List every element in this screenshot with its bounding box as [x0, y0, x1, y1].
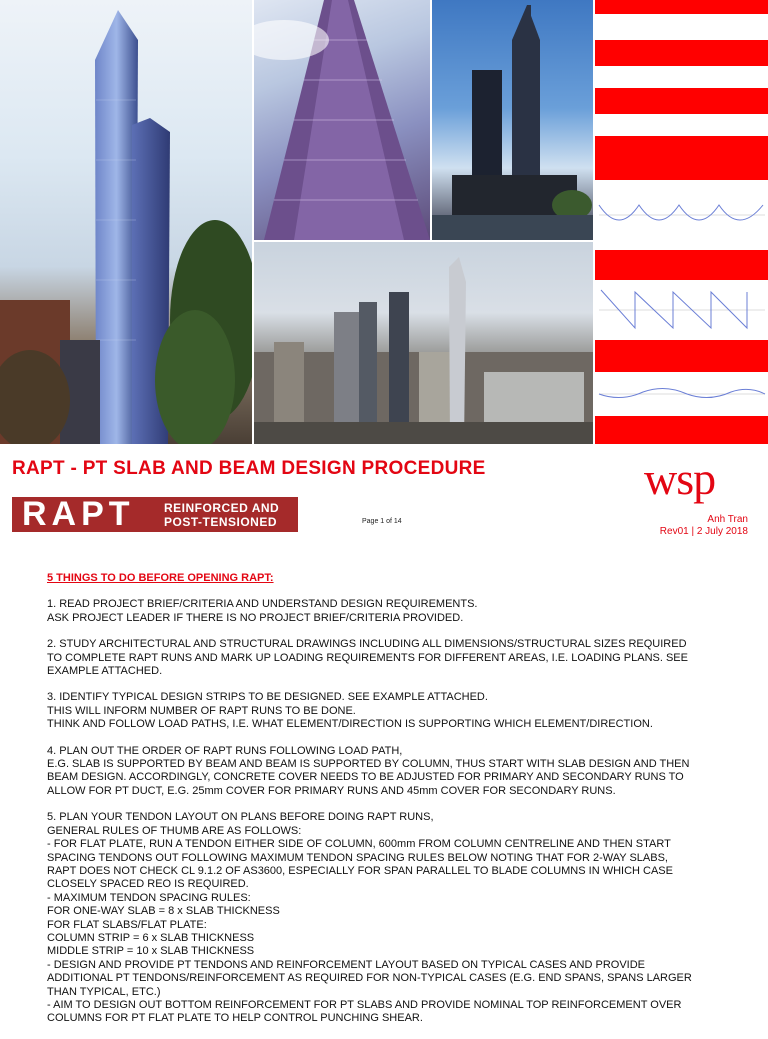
facade-illustration: [254, 0, 430, 240]
procedure-line: COLUMNS FOR PT FLAT PLATE TO HELP CONTROL PUNCHING SHEAR.: [47, 1012, 423, 1025]
procedure-line: - MAXIMUM TENDON SPACING RULES:: [47, 891, 251, 904]
procedure-line: 5. PLAN YOUR TENDON LAYOUT ON PLANS BEFORE DOING RAPT RUNS,: [47, 811, 434, 824]
procedure-line: RAPT DOES NOT CHECK CL 9.1.2 OF AS3600, ESPECIALLY FOR SPAN PARALLEL TO BLADE COLUMNS IN WHICH CASE: [47, 864, 673, 877]
procedure-line: TO COMPLETE RAPT RUNS AND MARK UP LOADING REQUIREMENTS FOR DIFFERENT AREAS, I.E. LOADING PLANS. SEE: [47, 651, 688, 664]
city-photo: [254, 242, 593, 444]
procedure-line: 1. READ PROJECT BRIEF/CRITERIA AND UNDERSTAND DESIGN REQUIREMENTS.: [47, 598, 478, 611]
moment-graph: [595, 280, 768, 340]
graph-strip: [595, 372, 768, 416]
procedure-line: ASK PROJECT LEADER IF THERE IS NO PROJECT BRIEF/CRITERIA PROVIDED.: [47, 611, 464, 624]
procedure-line: - FOR FLAT PLATE, RUN A TENDON EITHER SIDE OF COLUMN, 600mm FROM COLUMN CENTRELINE AND THEN START: [47, 838, 671, 851]
author-block: [660, 514, 748, 538]
cover-collage: [0, 0, 768, 444]
document-title: RAPT - PT SLAB AND BEAM DESIGN PROCEDURE: [12, 458, 486, 479]
procedure-line: MIDDLE STRIP = 10 x SLAB THICKNESS: [47, 945, 255, 958]
skyline-illustration: [432, 0, 593, 240]
procedure-line: 3. IDENTIFY TYPICAL DESIGN STRIPS TO BE DESIGNED. SEE EXAMPLE ATTACHED.: [47, 691, 488, 704]
tendon-profile-graph: [595, 180, 768, 250]
procedure-line: 4. PLAN OUT THE ORDER OF RAPT RUNS FOLLOWING LOAD PATH,: [47, 744, 403, 757]
procedure-step-4: [47, 745, 737, 799]
rapt-logo-sub-line1: REINFORCED AND: [164, 500, 280, 515]
tower-illustration: [0, 0, 252, 444]
rapt-logo-text: RAPT: [22, 495, 135, 533]
wsp-logo: [640, 458, 755, 506]
rapt-logo: [12, 497, 298, 532]
tower-photo-skyline: [432, 0, 593, 240]
procedure-line: - AIM TO DESIGN OUT BOTTOM REINFORCEMENT FOR PT SLABS AND PROVIDE NOMINAL TOP REINFORCEMENT OVER: [47, 998, 682, 1011]
page-indicator: Page 1 of 14: [362, 518, 402, 525]
procedure-step-3: [47, 691, 737, 731]
graph-strip: [595, 180, 768, 250]
procedure-line: CLOSELY SPACED REO IS REQUIRED.: [47, 878, 249, 891]
procedure-step-1: [47, 598, 737, 625]
procedure-line: FOR ONE-WAY SLAB = 8 x SLAB THICKNESS: [47, 905, 280, 918]
tower-photo-facade: [254, 0, 430, 240]
revision-info: Rev01 | 2 July 2018: [659, 526, 748, 537]
rapt-logo-subtitle: [160, 501, 279, 529]
graph-strip: [595, 66, 768, 88]
red-stripe: [595, 136, 768, 180]
procedure-line: THAN TYPICAL, ETC.): [47, 985, 161, 998]
graph-strip: [595, 114, 768, 136]
red-stripe: [595, 250, 768, 280]
procedure-line: E.G. SLAB IS SUPPORTED BY BEAM AND BEAM IS SUPPORTED BY COLUMN, THUS START WITH SLAB DESIGN AND THEN: [47, 758, 690, 771]
rapt-logo-sub-line2: POST-TENSIONED: [164, 514, 278, 529]
red-stripe: [595, 416, 768, 444]
procedure-line: FOR FLAT SLABS/FLAT PLATE:: [47, 918, 207, 931]
red-stripe: [595, 88, 768, 114]
red-stripe: [595, 40, 768, 66]
procedure-line: GENERAL RULES OF THUMB ARE AS FOLLOWS:: [47, 824, 302, 837]
tower-photo-tall: [0, 0, 252, 444]
procedure-line: SPACING TENDONS OUT FOLLOWING MAXIMUM TENDON SPACING RULES BELOW NOTING THAT FOR 2-WAY SLABS,: [47, 851, 668, 864]
procedure-line: ALLOW FOR PT DUCT, E.G. 25mm COVER FOR PRIMARY RUNS AND 45mm COVER FOR SECONDARY RUNS.: [47, 784, 616, 797]
procedure-step-5: [47, 811, 737, 1026]
procedure-line: - DESIGN AND PROVIDE PT TENDONS AND REINFORCEMENT LAYOUT BASED ON TYPICAL CASES AND PROVIDE: [47, 958, 646, 971]
red-stripe: [595, 340, 768, 372]
rapt-graphs-panel: [595, 0, 768, 444]
wsp-logo-mark: [640, 458, 755, 506]
procedure-steps: [47, 598, 737, 1025]
wsp-logo-text: wsp: [644, 458, 716, 504]
graph-strip: [595, 280, 768, 340]
author-name: Anh Tran: [707, 514, 748, 525]
procedure-line: EXAMPLE ATTACHED.: [47, 665, 163, 678]
procedure-line: BEAM DESIGN. ACCORDINGLY, CONCRETE COVER NEEDS TO BE ADJUSTED FOR PRIMARY AND SECONDARY RUNS TO: [47, 771, 684, 784]
procedure-line: COLUMN STRIP = 6 x SLAB THICKNESS: [47, 931, 255, 944]
graph-strip: [595, 14, 768, 40]
procedure-line: 2. STUDY ARCHITECTURAL AND STRUCTURAL DRAWINGS INCLUDING ALL DIMENSIONS/STRUCTURAL SIZES REQUIRED: [47, 638, 687, 651]
section-heading: 5 THINGS TO DO BEFORE OPENING RAPT:: [47, 572, 274, 584]
city-illustration: [254, 242, 593, 444]
procedure-line: ADDITIONAL PT TENDONS/REINFORCEMENT AS REQUIRED FOR NON-TYPICAL CASES (E.G. END SPANS, SPANS LARGER: [47, 972, 692, 985]
procedure-line: THINK AND FOLLOW LOAD PATHS, I.E. WHAT ELEMENT/DIRECTION IS SUPPORTING WHICH ELEMENT/DIRECTION.: [47, 718, 653, 731]
deflection-graph: [595, 372, 768, 416]
procedure-line: THIS WILL INFORM NUMBER OF RAPT RUNS TO BE DONE.: [47, 704, 356, 717]
procedure-step-2: [47, 638, 737, 678]
red-stripe: [595, 0, 768, 14]
procedure-content: [47, 572, 737, 1039]
